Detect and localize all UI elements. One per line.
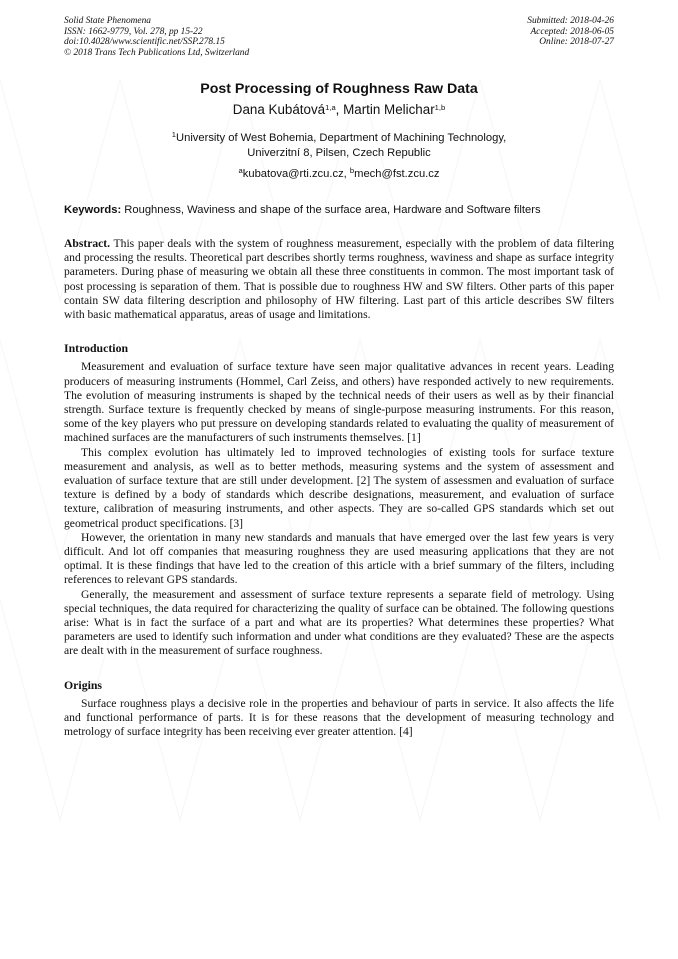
abstract-label: Abstract. [64,237,111,250]
email-1-marker: a [238,166,243,175]
origins-paragraph-1: Surface roughness plays a decisive role in the properties and behaviour of parts in service. It also affects the life and functional performance of parts. It is for these reasons that the development of measuring technology and metrology of surface integrity has been receiving ever greater attention. [4] [64,696,614,739]
author-emails [0,168,678,180]
paper-title: Post Processing of Roughness Raw Data [200,81,478,97]
introduction-heading: Introduction [64,341,129,356]
author-2: Martin Melichar [343,102,435,117]
author-1: Dana Kubátová [232,102,326,117]
introduction-paragraph-1: Measurement and evaluation of surface texture have seen major qualitative advances in recent years. Leading producers of measuring instruments (Hommel, Carl Zeiss, and others) have responded actively to new requirements. The evolution of measuring instruments is shaped by the technical needs of their users as well as by their financial strength. Surface texture is frequently checked by means of single-purpose measuring instruments. For this reason, some of the key players who put pressure on developing standards related to evaluating the quality of measurement of machined surfaces are the manufacturers of such instruments themselves. [1] [64,360,614,445]
keywords [64,204,624,216]
journal-issn: ISSN: 1662-9779, Vol. 278, pp 15-22 [64,26,203,37]
introduction-paragraph-3: However, the orientation in many new standards and manuals that have emerged over the last few years is very difficult. And lot off companies that measuring roughness they are used measuring applications that they are not optimal. It is these findings that have led to the creation of this article with a brief summary of the filters, including references to relevant GPS standards. [64,530,614,587]
email-2[interactable]: mech@fst.zcu.cz [354,168,440,180]
author-separator: , [335,102,344,117]
journal-info [64,16,249,58]
publication-dates [527,16,614,48]
affiliation-text-1: University of West Bohemia, Department of Machining Technology, [176,132,507,144]
introduction-paragraph-2: This complex evolution has ultimately led to improved technologies of existing tools for surface texture measurement and analysis, as well as to better methods, measuring systems and the system of assessment and evaluation of surface texture that are still under development. [2] The system of assessmen and evaluation of surface texture is defined by a body of standards which describe designations, measurement, and evaluation of surface texture, calibration of measuring instruments, and other aspects. They are so-called GPS standards which set out geometrical product specifications. [3] [64,445,614,530]
affiliation-line-2: Univerzitní 8, Pilsen, Czech Republic [247,146,431,159]
paper-body [64,237,614,740]
accepted-date: Accepted: 2018-06-05 [530,26,614,37]
keywords-text: Roughness, Waviness and shape of the surface area, Hardware and Software filters [121,204,541,216]
affiliation [0,131,678,160]
spacer [64,322,614,341]
journal-copyright: © 2018 Trans Tech Publications Ltd, Switzerland [64,47,250,58]
keywords-label: Keywords: [64,204,122,216]
journal-doi[interactable]: doi:10.4028/www.scientific.net/SSP.278.15 [64,37,225,48]
affiliation-line-1 [0,131,678,146]
journal-name: Solid State Phenomena [64,16,151,26]
author-2-affiliation-marker: 1,b [434,103,446,112]
email-2-marker: b [349,166,355,175]
affiliation-marker: 1 [171,130,177,139]
author-list [0,102,678,117]
email-1[interactable]: kubatova@rti.zcu.cz, [242,168,350,180]
spacer [64,659,614,678]
abstract [64,237,614,322]
author-1-affiliation-marker: 1,a [325,103,336,112]
origins-heading: Origins [64,677,103,692]
introduction-paragraph-4: Generally, the measurement and assessment of surface texture represents a separate field of metrology. Using special techniques, the data required for characterizing the quality of surface can be obtained. The following questions arise: What is in fact the surface of a part and what are its properties? What determines these properties? What parameters are used to identify such information and under what conditions are they evaluated? These are the aspects are dealt with in the measurement of surface roughness. [64,587,614,658]
abstract-text: This paper deals with the system of roughness measurement, especially with the problem of data filtering and processing the results. Theoretical part describes shortly terms roughness, waviness and shape as surface integrity parameters. During phase of measuring we obtain all these three constituents in common. The most important task of post processing is separation of them. That is possible due to roughness HW and SW filters. Other parts of this paper contain SW data filtering description and philosophy of HW filtering. Last part of this article describes SW filters with basic mathematical apparatus, areas of usage and limitations. [64,237,614,322]
submitted-date: Submitted: 2018-04-26 [527,16,614,26]
online-date: Online: 2018-07-27 [539,37,614,48]
